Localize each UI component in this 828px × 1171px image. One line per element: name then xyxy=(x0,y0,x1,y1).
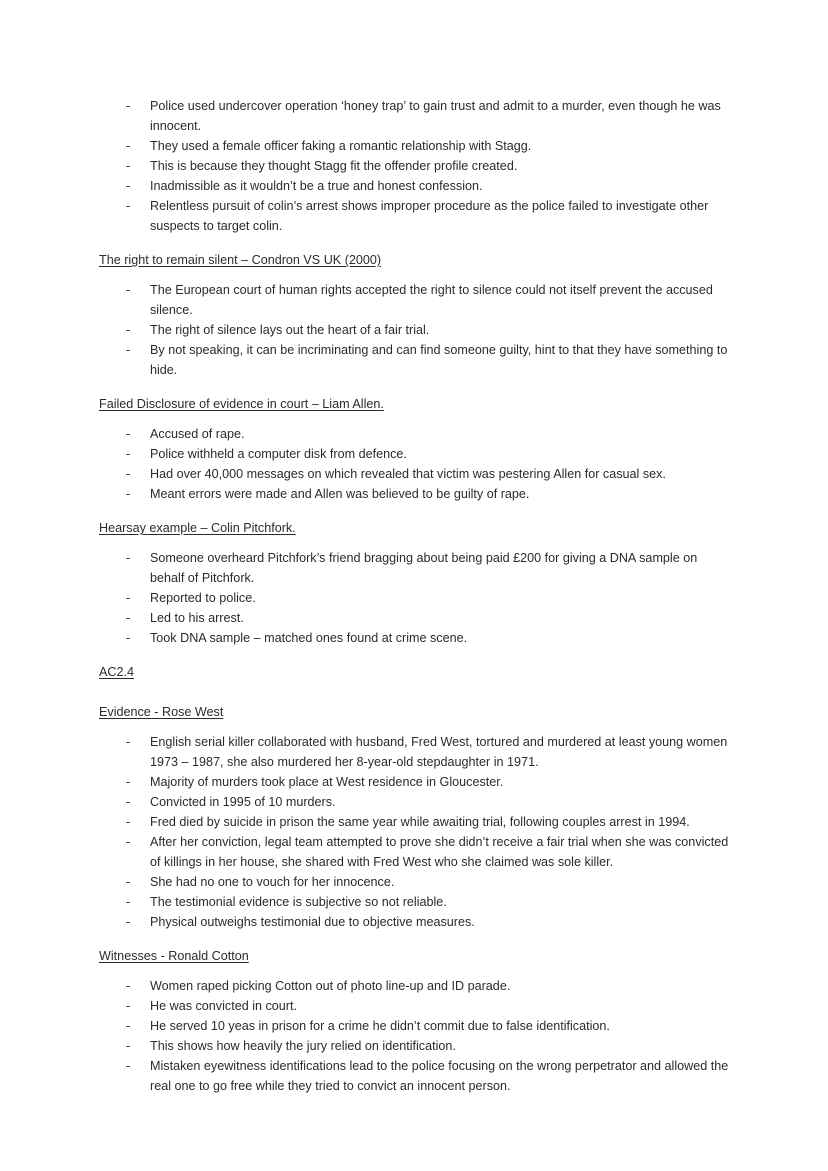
section-evidence-rose-west xyxy=(99,702,730,932)
bullet-dash-marker: - xyxy=(126,323,131,337)
bullet-dash-marker: - xyxy=(126,999,131,1013)
bullet-text: The right of silence lays out the heart of a fair trial. xyxy=(150,323,430,337)
bullet-dash-marker: - xyxy=(126,179,131,193)
bullet-text: Police withheld a computer disk from defence. xyxy=(150,447,407,461)
bullet-dash-marker: - xyxy=(126,159,131,173)
bullet-text: Convicted in 1995 of 10 murders. xyxy=(150,795,336,809)
bullet-dash-marker: - xyxy=(126,427,131,441)
bullet-dash-marker: - xyxy=(126,835,131,849)
bullet-text: Reported to police. xyxy=(150,591,256,605)
bullet-text: This shows how heavily the jury relied on identification. xyxy=(150,1039,456,1053)
bullet-list-colin-stagg xyxy=(99,96,730,236)
bullet-text: Majority of murders took place at West residence in Gloucester. xyxy=(150,775,504,789)
section-heading-ac2-4: AC2.4 xyxy=(99,665,135,679)
bullet-dash-marker: - xyxy=(126,775,131,789)
bullet-dash-marker: - xyxy=(126,611,131,625)
bullet-item xyxy=(99,832,730,872)
bullet-text: Accused of rape. xyxy=(150,427,245,441)
bullet-item xyxy=(99,912,730,932)
bullet-text: The testimonial evidence is subjective so not reliable. xyxy=(150,895,447,909)
bullet-text: They used a female officer faking a romantic relationship with Stagg. xyxy=(150,139,532,153)
bullet-dash-marker: - xyxy=(126,1059,131,1073)
bullet-dash-marker: - xyxy=(126,139,131,153)
section-spacer xyxy=(99,648,730,662)
bullet-dash-marker: - xyxy=(126,283,131,297)
section-right-to-remain-silent xyxy=(99,250,730,380)
bullet-text: Mistaken eyewitness identifications lead to the police focusing on the wrong perpetrator and allowed the real one to go free while they tried to convict an innocent person. xyxy=(150,1059,729,1093)
bullet-dash-marker: - xyxy=(126,915,131,929)
bullet-text: The European court of human rights accepted the right to silence could not itself prevent the accused silence. xyxy=(150,283,713,317)
bullet-dash-marker: - xyxy=(126,1039,131,1053)
bullet-text: Someone overheard Pitchfork’s friend bragging about being paid £200 for giving a DNA sample on behalf of Pitchfork. xyxy=(150,551,698,585)
bullet-text: Took DNA sample – matched ones found at crime scene. xyxy=(150,631,468,645)
section-heading-evidence-rose-west: Evidence - Rose West xyxy=(99,705,224,719)
bullet-text: By not speaking, it can be incriminating and can find someone guilty, hint to that they have something to hide. xyxy=(150,343,728,377)
bullet-list-right-to-remain-silent xyxy=(99,280,730,380)
bullet-dash-marker: - xyxy=(126,99,131,113)
bullet-item xyxy=(99,996,730,1016)
bullet-text: She had no one to vouch for her innocence. xyxy=(150,875,395,889)
bullet-item xyxy=(99,444,730,464)
section-colin-stagg xyxy=(99,96,730,236)
section-spacer xyxy=(99,504,730,518)
bullet-dash-marker: - xyxy=(126,551,131,565)
bullet-text: Physical outweighs testimonial due to objective measures. xyxy=(150,915,475,929)
bullet-text: Meant errors were made and Allen was believed to be guilty of rape. xyxy=(150,487,530,501)
section-witnesses-ronald-cotton xyxy=(99,946,730,1096)
section-heading-witnesses-ronald-cotton: Witnesses - Ronald Cotton xyxy=(99,949,249,963)
bullet-text: Women raped picking Cotton out of photo line-up and ID parade. xyxy=(150,979,511,993)
bullet-dash-marker: - xyxy=(126,199,131,213)
bullet-dash-marker: - xyxy=(126,795,131,809)
bullet-item xyxy=(99,176,730,196)
document-body xyxy=(99,96,730,1096)
bullet-item xyxy=(99,1016,730,1036)
section-spacer xyxy=(99,932,730,946)
bullet-list-failed-disclosure xyxy=(99,424,730,504)
section-heading-right-to-remain-silent: The right to remain silent – Condron VS UK (2000) xyxy=(99,253,382,267)
bullet-dash-marker: - xyxy=(126,875,131,889)
bullet-item xyxy=(99,136,730,156)
bullet-dash-marker: - xyxy=(126,447,131,461)
bullet-item xyxy=(99,892,730,912)
bullet-dash-marker: - xyxy=(126,467,131,481)
section-spacer xyxy=(99,380,730,394)
bullet-item xyxy=(99,548,730,588)
section-spacer xyxy=(99,692,730,702)
bullet-text: Led to his arrest. xyxy=(150,611,244,625)
bullet-item xyxy=(99,96,730,136)
section-spacer xyxy=(99,236,730,250)
section-hearsay-pitchfork xyxy=(99,518,730,648)
bullet-text: After her conviction, legal team attempted to prove she didn’t receive a fair trial when she was convicted of killings in her house, she shared with Fred West who she claimed was sole killer. xyxy=(150,835,729,869)
bullet-item xyxy=(99,464,730,484)
bullet-list-evidence-rose-west xyxy=(99,732,730,932)
bullet-item xyxy=(99,424,730,444)
bullet-item xyxy=(99,976,730,996)
section-heading-hearsay-pitchfork: Hearsay example – Colin Pitchfork. xyxy=(99,521,296,535)
bullet-item xyxy=(99,196,730,236)
bullet-item xyxy=(99,1036,730,1056)
bullet-text: Inadmissible as it wouldn’t be a true and honest confession. xyxy=(150,179,483,193)
bullet-dash-marker: - xyxy=(126,815,131,829)
bullet-item xyxy=(99,320,730,340)
bullet-item xyxy=(99,732,730,772)
bullet-text: Had over 40,000 messages on which revealed that victim was pestering Allen for casual sex. xyxy=(150,467,666,481)
bullet-dash-marker: - xyxy=(126,487,131,501)
section-ac2-4 xyxy=(99,662,730,682)
bullet-item xyxy=(99,792,730,812)
bullet-text: He was convicted in court. xyxy=(150,999,297,1013)
bullet-dash-marker: - xyxy=(126,343,131,357)
bullet-dash-marker: - xyxy=(126,979,131,993)
section-failed-disclosure xyxy=(99,394,730,504)
bullet-dash-marker: - xyxy=(126,1019,131,1033)
bullet-item xyxy=(99,1056,730,1096)
bullet-text: Police used undercover operation ‘honey trap’ to gain trust and admit to a murder, even though he was innocent. xyxy=(150,99,721,133)
bullet-text: Fred died by suicide in prison the same year while awaiting trial, following couples arrest in 1994. xyxy=(150,815,690,829)
bullet-item xyxy=(99,772,730,792)
bullet-text: This is because they thought Stagg fit the offender profile created. xyxy=(150,159,518,173)
section-heading-failed-disclosure: Failed Disclosure of evidence in court – Liam Allen. xyxy=(99,397,384,411)
bullet-text: Relentless pursuit of colin’s arrest shows improper procedure as the police failed to investigate other suspects to target colin. xyxy=(150,199,709,233)
bullet-item xyxy=(99,872,730,892)
bullet-item xyxy=(99,340,730,380)
bullet-text: He served 10 yeas in prison for a crime he didn’t commit due to false identification. xyxy=(150,1019,610,1033)
bullet-list-hearsay-pitchfork xyxy=(99,548,730,648)
bullet-item xyxy=(99,588,730,608)
bullet-list-witnesses-ronald-cotton xyxy=(99,976,730,1096)
bullet-item xyxy=(99,608,730,628)
bullet-item xyxy=(99,812,730,832)
bullet-dash-marker: - xyxy=(126,631,131,645)
bullet-text: English serial killer collaborated with husband, Fred West, tortured and murdered at least young women 1973 – 1987, she also murdered her 8-year-old stepdaughter in 1971. xyxy=(150,735,728,769)
bullet-dash-marker: - xyxy=(126,591,131,605)
bullet-item xyxy=(99,484,730,504)
bullet-dash-marker: - xyxy=(126,895,131,909)
bullet-dash-marker: - xyxy=(126,735,131,749)
bullet-item xyxy=(99,156,730,176)
bullet-item xyxy=(99,280,730,320)
bullet-item xyxy=(99,628,730,648)
